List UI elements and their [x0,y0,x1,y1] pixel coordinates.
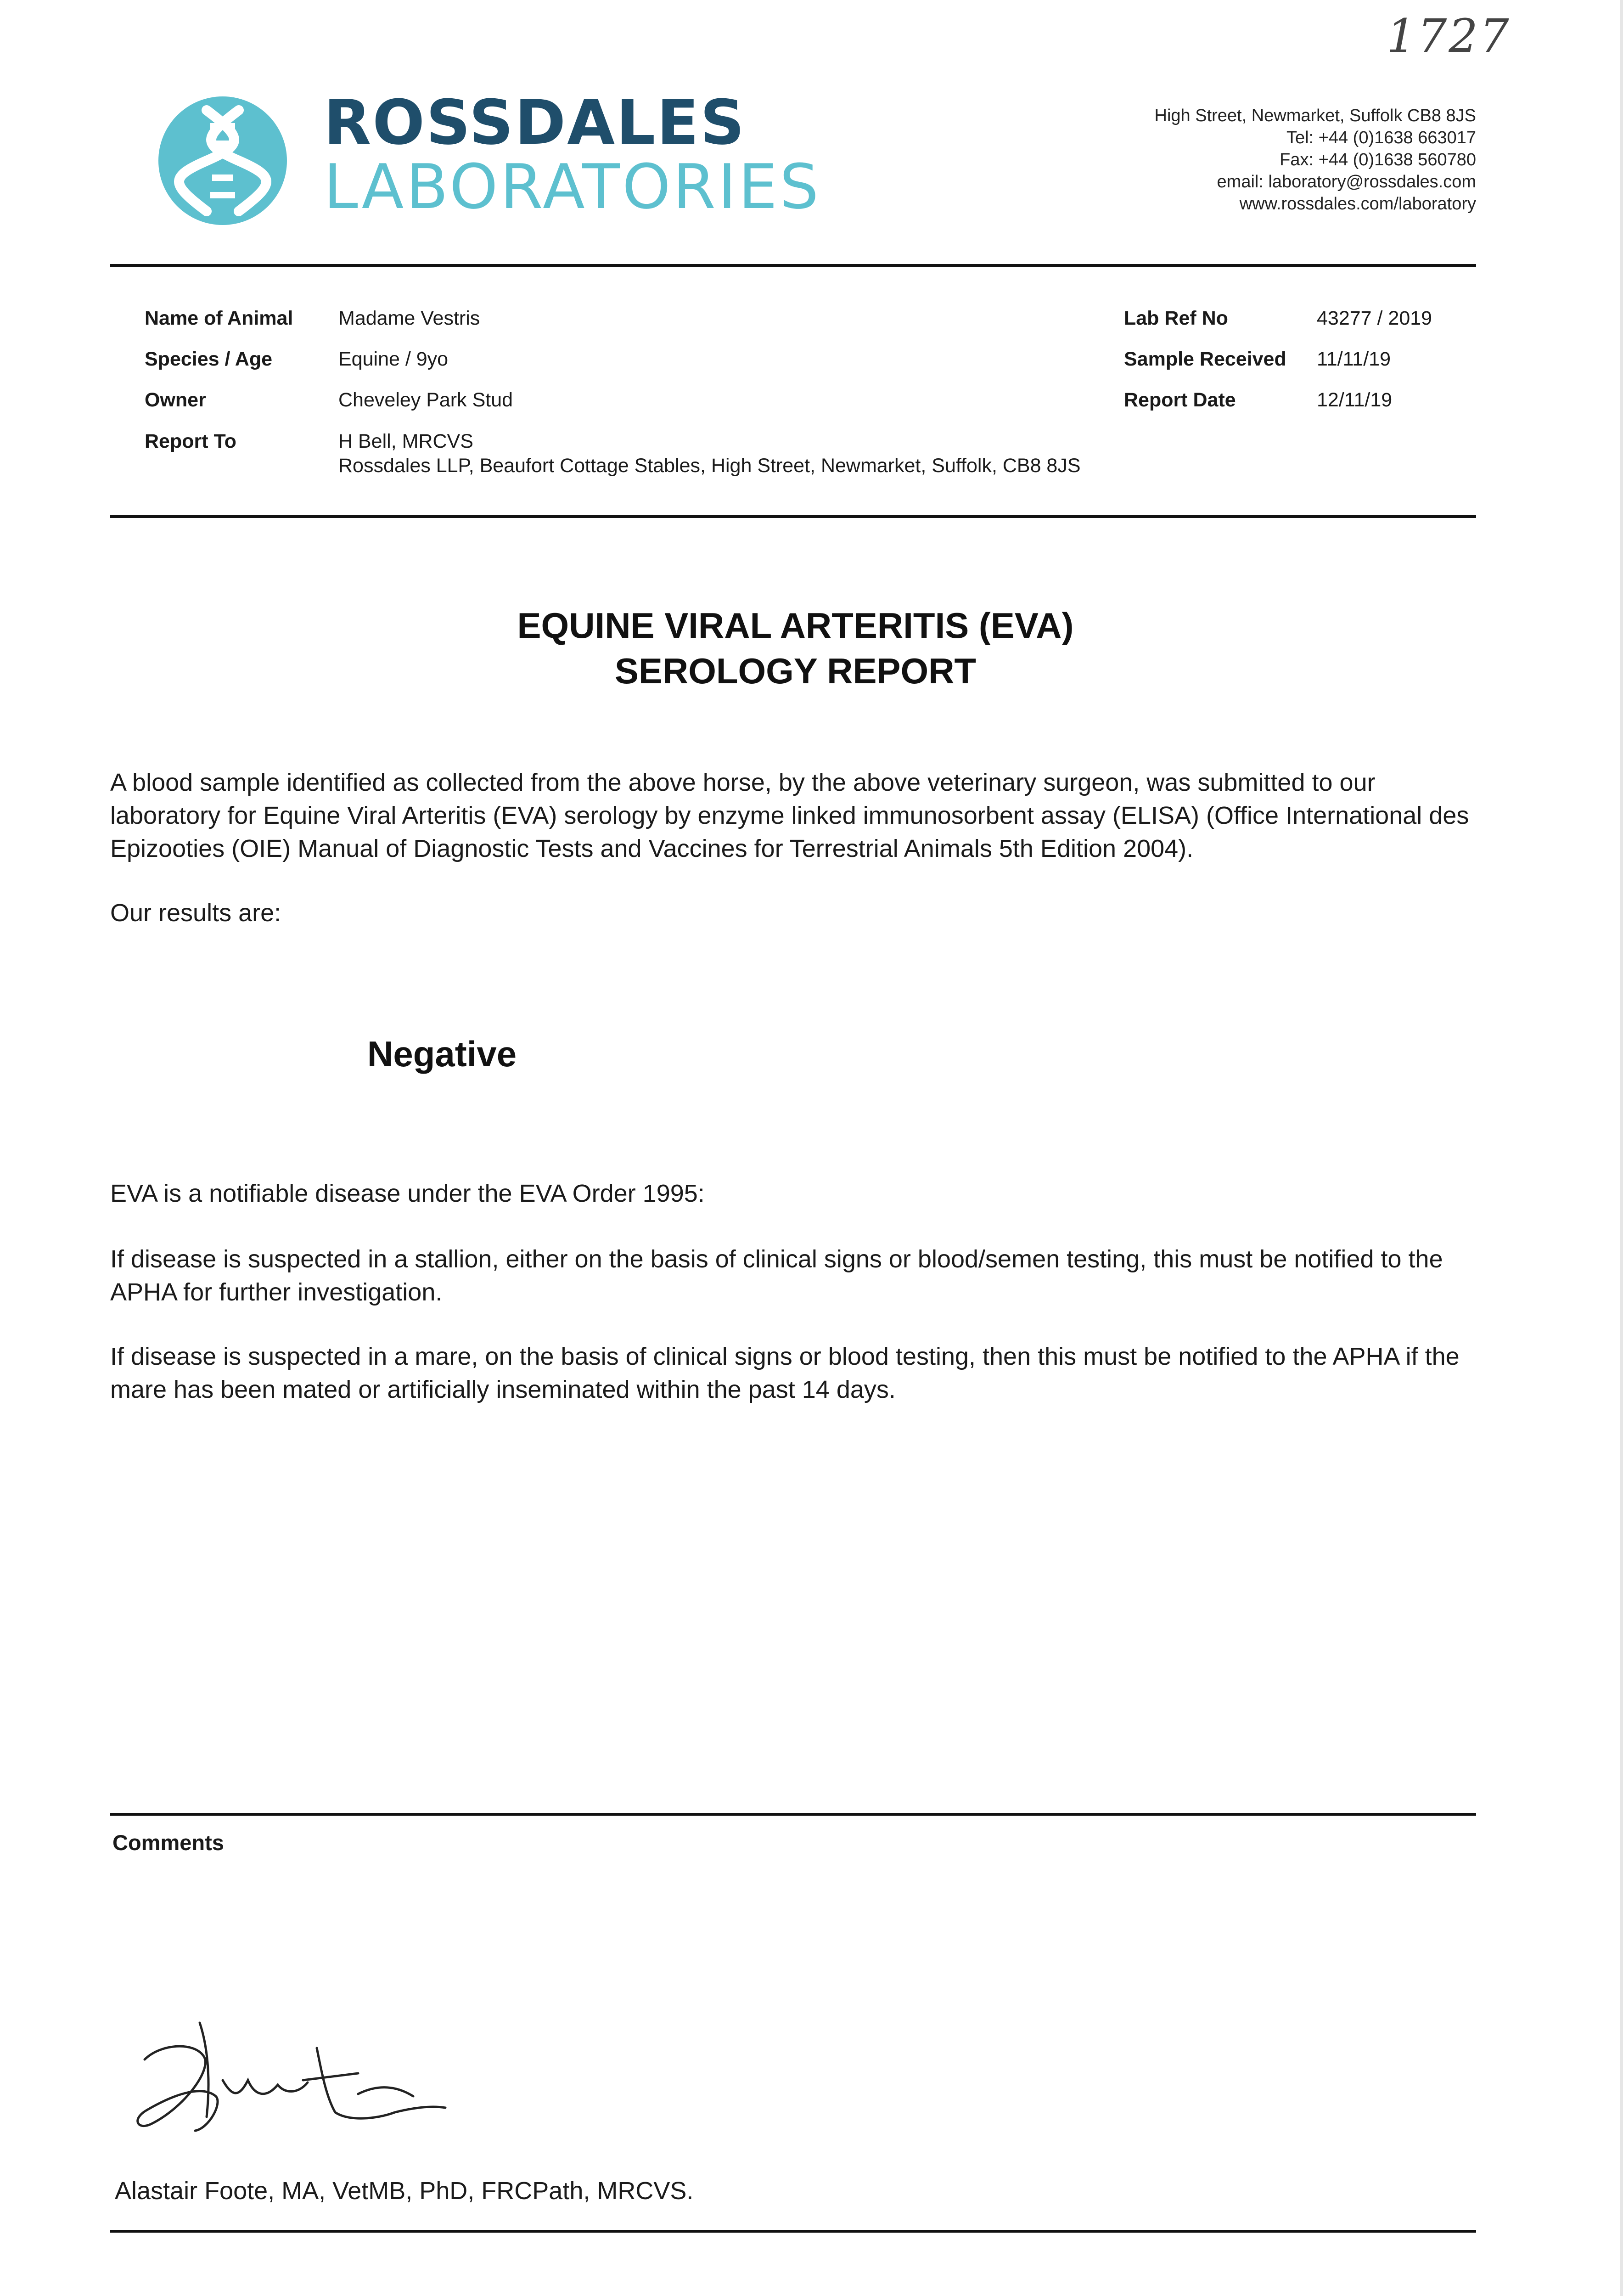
report-date-value: 12/11/19 [1317,389,1393,411]
stallion-paragraph: If disease is suspected in a stallion, either on the basis of clinical signs or blood/semen testing, this must be notified to the APHA for further investigation. [110,1245,1443,1306]
brand-name: ROSSDALES [324,87,746,158]
report-title: EQUINE VIRAL ARTERITIS (EVA) [517,605,1074,646]
report-subtitle: SEROLOGY REPORT [614,651,977,691]
report-date-label: Report Date [1124,389,1236,411]
result-value: Negative [367,1034,517,1074]
intro-paragraph: A blood sample identified as collected from the above horse, by the above veterinary surgeon, was submitted to our laboratory for Equine Viral Arteritis (EVA) serology by enzyme linked immunosorbent assay (ELISA) (Office International des Epizooties (OIE) Manual of Diagnostic Tests and Vaccines for Terrestrial Animals 5th Edition 2004). [110,769,1469,862]
signatory-name: Alastair Foote, MA, VetMB, PhD, FRCPath, MRCVS. [115,2177,694,2205]
lab-ref-label: Lab Ref No [1124,307,1228,329]
report-to-address: Rossdales LLP, Beaufort Cottage Stables, High Street, Newmarket, Suffolk, CB8 8JS [338,455,1081,477]
website: www.rossdales.com/laboratory [1239,194,1476,214]
divider-comments [110,1813,1476,1816]
page-edge-shadow [1620,0,1623,2296]
dna-helix-icon [156,94,289,227]
notifiable-statement: EVA is a notifiable disease under the EVA Order 1995: [110,1180,705,1207]
results-intro: Our results are: [110,899,281,927]
sample-received-label: Sample Received [1124,348,1286,370]
owner-value: Cheveley Park Stud [338,389,513,411]
brand-subtitle: LABORATORIES [324,151,821,223]
fax: Fax: +44 (0)1638 560780 [1280,150,1476,169]
divider-top [110,264,1476,267]
species-label: Species / Age [145,348,273,370]
telephone: Tel: +44 (0)1638 663017 [1286,128,1476,147]
species-value: Equine / 9yo [338,348,449,370]
report-to-label: Report To [145,430,236,452]
address: High Street, Newmarket, Suffolk CB8 8JS [1154,106,1476,125]
name-label: Name of Animal [145,307,293,329]
comments-label: Comments [112,1830,224,1855]
owner-label: Owner [145,389,206,411]
divider-bottom [110,2230,1476,2233]
handwritten-reference: 1727 [1387,9,1511,63]
mare-paragraph: If disease is suspected in a mare, on the basis of clinical signs or blood testing, then this must be notified to the APHA if the mare has been mated or artificially inseminated within the past 14 days. [110,1343,1460,1403]
email: email: laboratory@rossdales.com [1217,172,1476,191]
signature [119,2016,468,2154]
lab-ref-value: 43277 / 2019 [1317,307,1432,329]
contact-block [1155,105,1476,215]
report-to-value: H Bell, MRCVS [338,430,473,452]
sample-received-value: 11/11/19 [1317,348,1391,370]
divider-details [110,515,1476,518]
name-value: Madame Vestris [338,307,480,329]
